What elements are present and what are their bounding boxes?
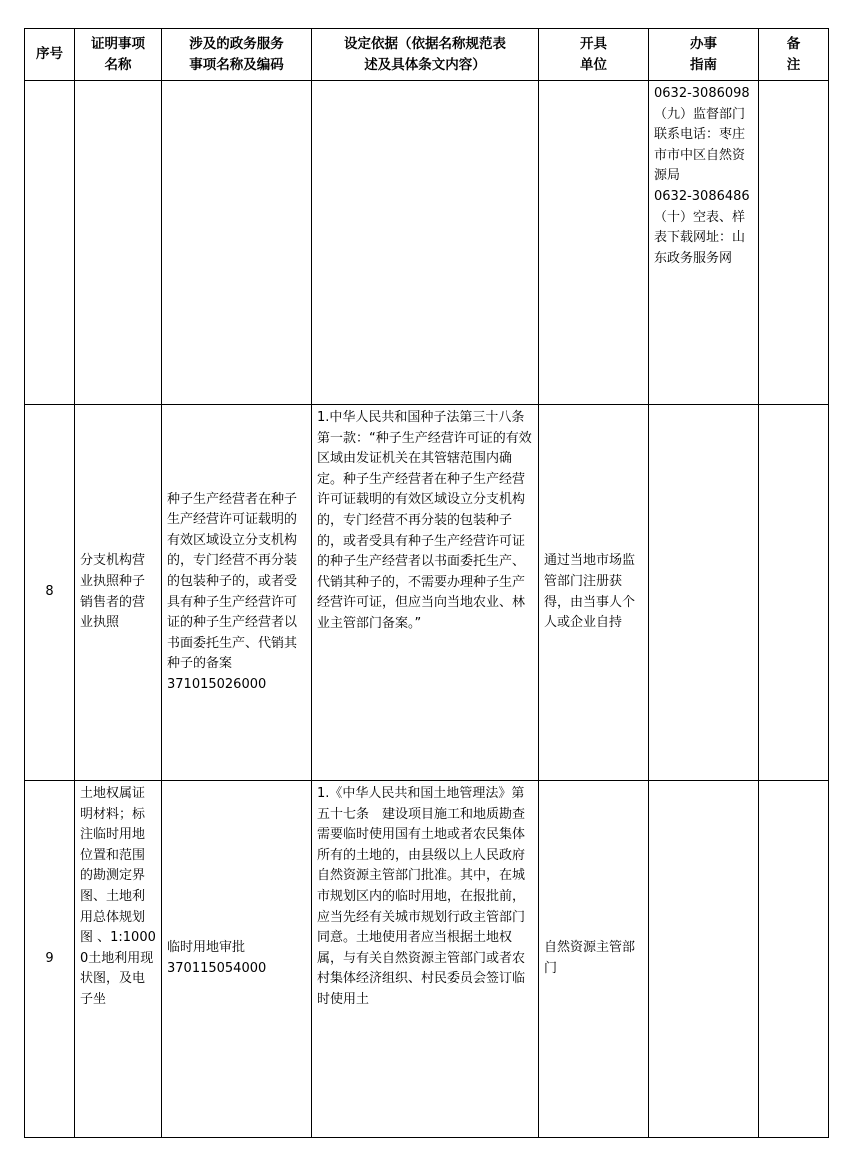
cell-seq: 8 bbox=[25, 405, 75, 781]
header-remark: 备 注 bbox=[759, 29, 829, 81]
cell-seq bbox=[25, 81, 75, 405]
cell-guide bbox=[649, 781, 759, 1138]
table-row bbox=[25, 405, 829, 781]
cell-service: 种子生产经营者在种子生产经营许可证载明的有效区域设立分支机构的，专门经营不再分装的包装种子的，或者受具有种子生产经营许可证的种子生产经营者以书面委托生产、代销其种子的备案 371015026000 bbox=[162, 405, 312, 781]
cell-service bbox=[162, 81, 312, 405]
cell-remark bbox=[759, 781, 829, 1138]
certification-items-table bbox=[24, 28, 829, 1138]
cell-service: 临时用地审批 370115054000 bbox=[162, 781, 312, 1138]
cell-remark bbox=[759, 405, 829, 781]
cell-basis bbox=[312, 81, 539, 405]
header-issuer: 开具 单位 bbox=[539, 29, 649, 81]
header-guide: 办事 指南 bbox=[649, 29, 759, 81]
cell-guide: 0632-3086098 （九）监督部门联系电话：枣庄市市中区自然资源局 0632-3086486 （十）空表、样表下载网址：山东政务服务网 bbox=[649, 81, 759, 405]
cell-item-name: 土地权属证明材料；标注临时用地位置和范围的勘测定界图、土地利用总体规划图 、1:10000土地利用现状图，及电子坐 bbox=[75, 781, 162, 1138]
cell-guide bbox=[649, 405, 759, 781]
cell-basis: 1.《中华人民共和国土地管理法》第五十七条 建设项目施工和地质勘查需要临时使用国有土地或者农民集体所有的土地的，由县级以上人民政府自然资源主管部门批准。其中，在城市规划区内的临时用地，在报批前，应当先经有关城市规划行政主管部门同意。土地使用者应当根据土地权属，与有关自然资源主管部门或者农村集体经济组织、村民委员会签订临时使用土 bbox=[312, 781, 539, 1138]
cell-issuer bbox=[539, 81, 649, 405]
header-service: 涉及的政务服务 事项名称及编码 bbox=[162, 29, 312, 81]
cell-issuer: 自然资源主管部门 bbox=[539, 781, 649, 1138]
header-basis: 设定依据（依据名称规范表 述及具体条文内容） bbox=[312, 29, 539, 81]
table-row bbox=[25, 781, 829, 1138]
header-item-name: 证明事项 名称 bbox=[75, 29, 162, 81]
cell-basis: 1.中华人民共和国种子法第三十八条第一款：“种子生产经营许可证的有效区域由发证机关在其管辖范围内确定。种子生产经营者在种子生产经营许可证载明的有效区域设立分支机构的，专门经营不再分装的包装种子的，或者受具有种子生产经营许可证的种子生产经营者以书面委托生产、代销其种子的，不需要办理种子生产经营许可证，但应当向当地农业、林业主管部门备案。” bbox=[312, 405, 539, 781]
table-header-row bbox=[25, 29, 829, 81]
cell-item-name bbox=[75, 81, 162, 405]
header-seq: 序号 bbox=[25, 29, 75, 81]
cell-seq: 9 bbox=[25, 781, 75, 1138]
table-row bbox=[25, 81, 829, 405]
cell-issuer: 通过当地市场监管部门注册获得，由当事人个人或企业自持 bbox=[539, 405, 649, 781]
cell-remark bbox=[759, 81, 829, 405]
cell-item-name: 分支机构营业执照种子销售者的营业执照 bbox=[75, 405, 162, 781]
